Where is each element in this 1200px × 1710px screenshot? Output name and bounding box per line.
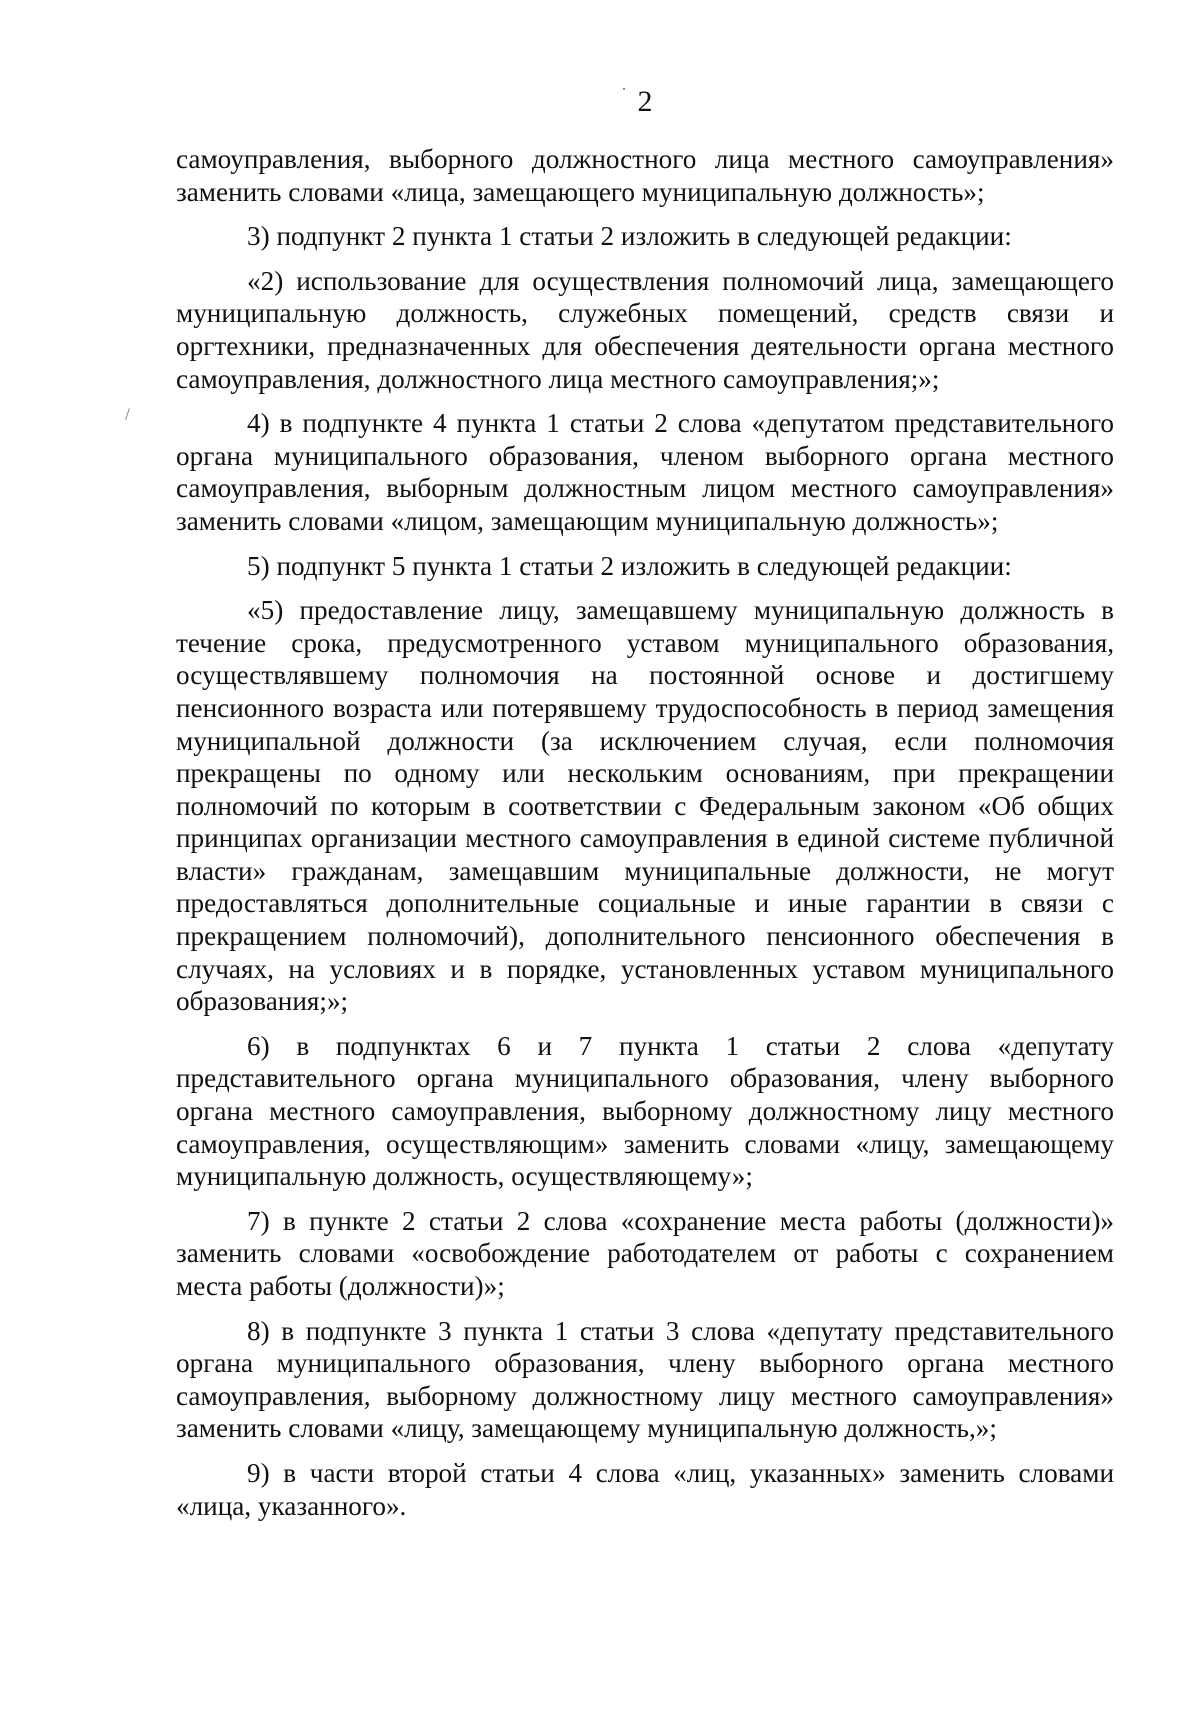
page-number: 2 [637, 85, 653, 118]
paragraph-item-5: 5) подпункт 5 пункта 1 статьи 2 изложить в следующей редакции: [247, 550, 1012, 581]
document-body [176, 143, 1114, 1534]
paragraph-item-6: 6) в подпунктах 6 и 7 пункта 1 статьи 2 слова «депутату представительного органа муниципального образования, члену выборного органа местного самоуправления, выборному должностному лицу местного самоуправления, осуществляющим» заменить словами «лицу, замещающему муниципальную должность, осуществляющему»; [176, 1030, 1114, 1192]
paragraph-item-3: 3) подпункт 2 пункта 1 статьи 2 изложить в следующей редакции: [247, 221, 1012, 252]
scan-mark [125, 408, 130, 420]
paragraph-item-4: 4) в подпункте 4 пункта 1 статьи 2 слова «депутатом представительного органа муниципального образования, членом выборного органа местного самоуправления, выборным должностным лицом местного самоуправления» заменить словами «лицом, замещающим муниципальную должность»; [176, 408, 1114, 536]
paragraph-quote-5: «5) предоставление лицу, замещавшему муниципальную должность в течение срока, предусмотренного уставом муниципального образования, осуществлявшему полномочия на постоянной основе и достигшему пенсионного возраста или потерявшему трудоспособность в период замещения муниципальной должности (за исключением случая, если полномочия прекращены по одному или нескольким основаниям, при прекращении полномочий по которым в соответствии с Федеральным законом «Об общих принципах организации местного самоуправления в единой системе публичной власти» гражданам, замещавшим муниципальные должности, не могут предоставляться дополнительные социальные и иные гарантии в связи с прекращением полномочий), дополнительного пенсионного обеспечения в случаях, на условиях и в порядке, установленных уставом муниципального образования;»; [176, 595, 1114, 1017]
paragraph-item-9: 9) в части второй статьи 4 слова «лиц, указанных» заменить словами «лица, указанного». [176, 1457, 1114, 1521]
paragraph-item-8: 8) в подпункте 3 пункта 1 статьи 3 слова «депутату представительного органа муниципального образования, члену выборного органа местного самоуправления, выборному должностному лицу местного самоуправления» заменить словами «лицу, замещающему муниципальную должность,»; [176, 1315, 1114, 1444]
paragraph-quote-2: «2) использование для осуществления полномочий лица, замещающего муниципальную должность, служебных помещений, средств связи и оргтехники, предназначенных для обеспечения деятельности органа местного самоуправления, должностного лица местного самоуправления;»; [176, 265, 1114, 394]
paragraph-continuation: самоуправления, выборного должностного лица местного самоуправления» заменить словами «лица, замещающего муниципальную должность»; [176, 144, 1114, 207]
paragraph-item-7: 7) в пункте 2 статьи 2 слова «сохранение места работы (должности)» заменить словами «освобождение работодателем от работы с сохранением места работы (должности)»; [176, 1205, 1114, 1301]
